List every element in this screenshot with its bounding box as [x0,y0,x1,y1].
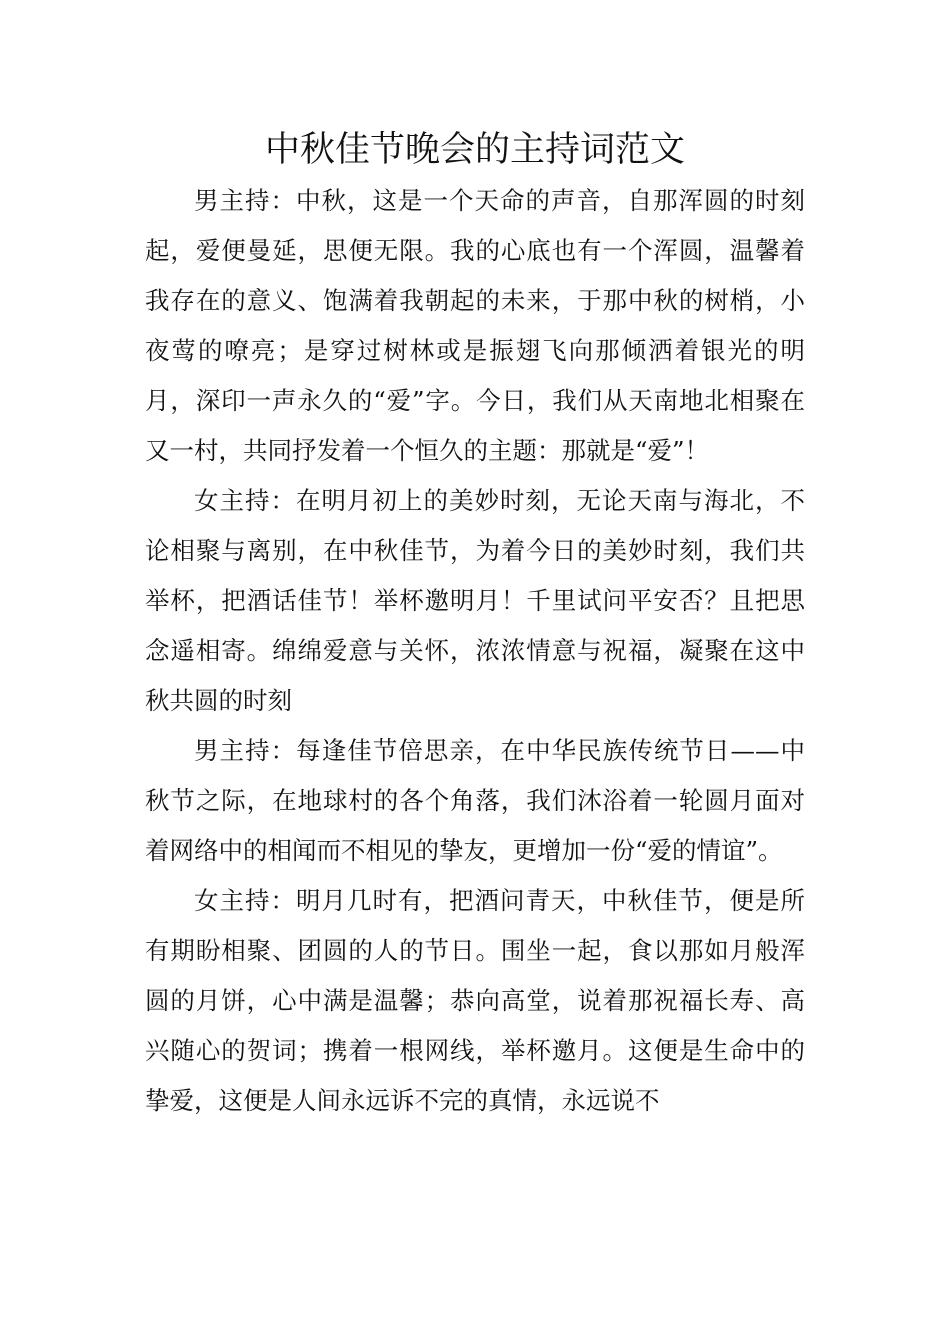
paragraph-male-host-1: 男主持：中秋，这是一个天命的声音，自那浑圆的时刻起，爱便曼延，思便无限。我的心底也有一个浑圆，温馨着我存在的意义、饱满着我朝起的未来，于那中秋的树梢，小夜莺的嘹亮；是穿过树林或是振翅飞向那倾洒着银光的明月，深印一声永久的“爱”字。今日，我们从天南地北相聚在又一村，共同抒发着一个恒久的主题：那就是“爱”！ [145,186,805,465]
paragraph-female-host-2: 女主持：明月几时有，把酒问青天，中秋佳节，便是所有期盼相聚、团圆的人的节日。围坐一起，食以那如月般浑圆的月饼，心中满是温馨；恭向高堂，说着那祝福长寿、高兴随心的贺词；携着一根网线，举杯邀月。这便是生命中的挚爱，这便是人间永远诉不完的真情，永远说不 [145,886,805,1115]
paragraph-female-host-1: 女主持：在明月初上的美妙时刻，无论天南与海北，不论相聚与离别，在中秋佳节，为着今日的美妙时刻，我们共举杯，把酒话佳节！举杯邀明月！千里试问平安否？且把思念遥相寄。绵绵爱意与关怀，浓浓情意与祝福，凝聚在这中秋共圆的时刻 [145,486,805,715]
document-body [145,176,805,1126]
document-title: 中秋佳节晚会的主持词范文 [264,130,685,170]
paragraph-male-host-2: 男主持：每逢佳节倍思亲，在中华民族传统节日——中秋节之际，在地球村的各个角落，我们沐浴着一轮圆月面对着网络中的相闻而不相见的挚友，更增加一份“爱的情谊”。 [145,736,805,865]
